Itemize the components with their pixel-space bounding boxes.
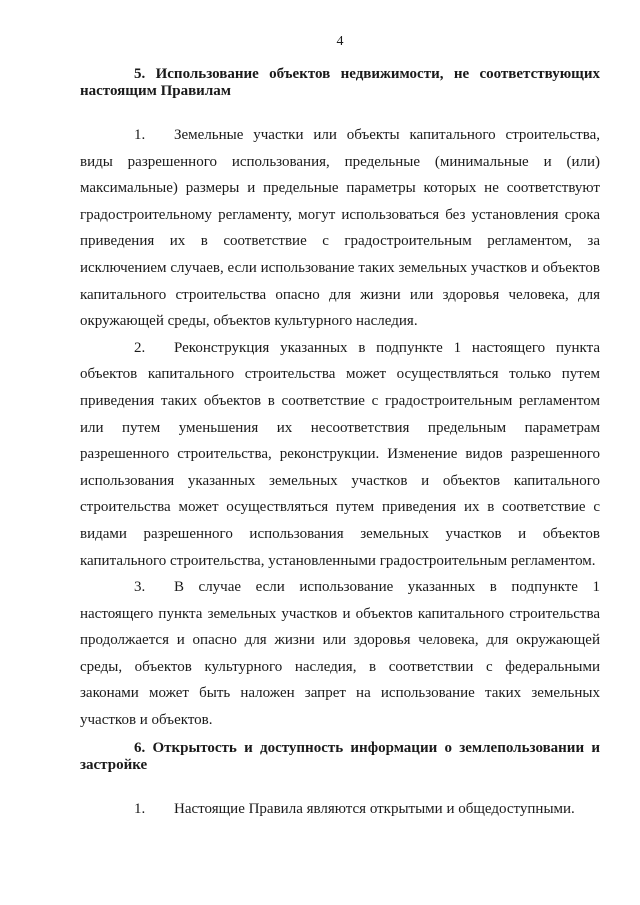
item-number: 3. (134, 579, 146, 596)
section-6-heading (80, 740, 600, 774)
section-6-heading-text: 6. Открытость и доступность информации о землепользовании и застройке (80, 739, 600, 773)
item-number: 1. (134, 800, 146, 817)
item-text: В случае если использование указанных в подпункте 1 настоящего пункта земельных участков и объектов капитального строительства продолжается и опасно для жизни или здоровья человека, для окружающей среды, объектов культурного наследия, в соответствии с федеральными законами может быть наложен запрет на использование таких земельных участков и объектов. (80, 579, 600, 729)
section-5-heading-text: 5. Использование объектов недвижимости, не соответствующих настоящим Правилам (80, 66, 600, 99)
item-number: 1. (134, 127, 146, 143)
item-number: 2. (134, 339, 146, 356)
section-5-heading (80, 66, 600, 100)
section-6-item-1 (80, 796, 600, 823)
page-number: 4 (336, 34, 344, 49)
item-text: Реконструкция указанных в подпункте 1 настоящего пункта объектов капитального строительства может осуществляться только путем приведения таких объектов в соответствие с градостроительным регламентом или путем уменьшения их несоответствия предельным параметрам разрешенного строительства, реконструкции. Изменение видов разрешенного использования указанных земельных участков и объектов капитального строительства может осуществляться путем приведения их в соответствие с видами разрешенного использования земельных участков и объектов капитального строительства, установленными градостроительным регламентом. (80, 339, 600, 569)
item-text: Настоящие Правила являются открытыми и общедоступными. (174, 800, 575, 817)
item-text: Земельные участки или объекты капитального строительства, виды разрешенного использования, предельные (минимальные и (или) максимальные) размеры и предельные параметры которых не соответствуют градостроительному регламенту, могут использоваться без установления срока приведения их в соответствие с градостроительным регламентом, за исключением случаев, если использование таких земельных участков и объектов капитального строительства опасно для жизни или здоровья человека, для окружающей среды, объектов культурного наследия. (80, 127, 600, 330)
section-5-item-3 (80, 574, 600, 734)
section-5-item-2 (80, 335, 600, 574)
section-5-item-1 (80, 122, 600, 335)
